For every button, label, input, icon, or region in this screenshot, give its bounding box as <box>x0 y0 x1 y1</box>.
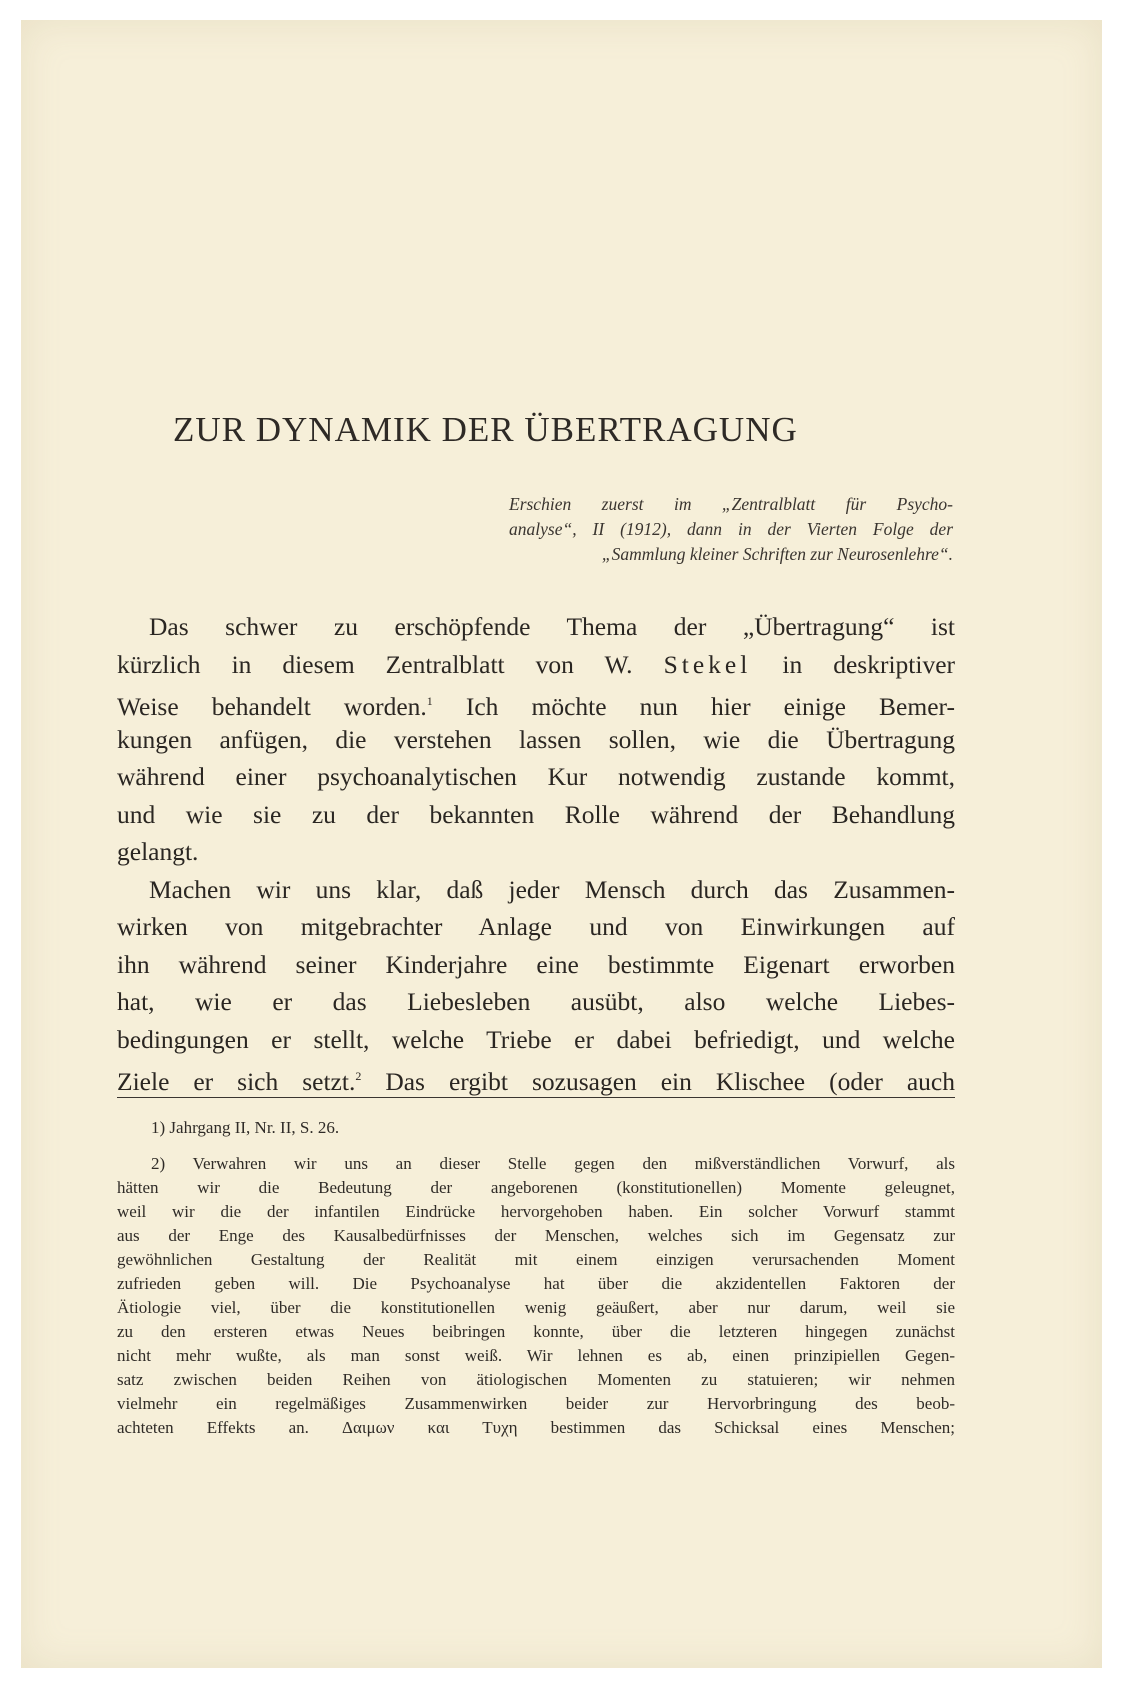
body-line-text: Das ergibt sozusagen ein Klischee (oder auch <box>361 1067 955 1096</box>
footnote-line: nicht mehr wußte, als man sonst weiß. Wir lehnen es ab, einen prinzipiellen Gegen- <box>117 1346 955 1365</box>
chapter-title: ZUR DYNAMIK DER ÜBERTRAGUNG <box>173 410 798 449</box>
footnote-line: weil wir die der infantilen Eindrücke hervorgehoben haben. Ein solcher Vorwurf stammt <box>117 1202 955 1221</box>
footnote-2 <box>117 1152 955 1440</box>
body-line: Das schwer zu erschöpfende Thema der „Übertragung“ ist <box>149 612 955 641</box>
publication-note-line: Erschien zuerst im „Zentralblatt für Psycho- <box>509 494 953 514</box>
footnote-line: achteten Effekts an. Δαιμων και Τυχη bestimmen das Schicksal eines Menschen; <box>117 1418 955 1437</box>
publication-note <box>509 492 953 567</box>
footnote-line: 2) Verwahren wir uns an dieser Stelle gegen den mißverständlichen Vorwurf, als <box>151 1154 955 1173</box>
publication-note-line: analyse“, II (1912), dann in der Vierten Folge der <box>509 519 953 539</box>
footnote-ref-2: 2 <box>355 1069 362 1083</box>
body-line <box>117 646 955 684</box>
body-line: Machen wir uns klar, daß jeder Mensch durch das Zusammen- <box>149 874 955 904</box>
author-name-stekel: Stekel <box>663 649 752 679</box>
footnote-line: aus der Enge des Kausalbedürfnisses der Menschen, welches sich im Gegensatz zur <box>117 1226 955 1245</box>
footnote-line: gewöhnlichen Gestaltung der Realität mit einem einzigen verursachenden Moment <box>117 1250 955 1269</box>
body-line: während einer psychoanalytischen Kur notwendig zustande kommt, <box>117 762 955 791</box>
footnote-ref-1: 1 <box>426 694 433 708</box>
body-line <box>117 683 955 721</box>
body-line-text: Weise behandelt worden. <box>117 692 427 721</box>
footnote-line: hätten wir die Bedeutung der angeborenen (konstitutionellen) Momente geleugnet, <box>117 1178 955 1197</box>
footnote-line: zufrieden geben will. Die Psychoanalyse hat über die akzidentellen Faktoren der <box>117 1274 955 1293</box>
body-line: bedingungen er stellt, welche Triebe er dabei befriedigt, und welche <box>117 1024 955 1054</box>
body-line: und wie sie zu der bekannten Rolle während der Behandlung <box>117 799 955 829</box>
footnote-line: satz zwischen beiden Reihen von ätiologischen Momenten zu statuieren; wir nehmen <box>117 1370 955 1389</box>
body-line: kungen anfügen, die verstehen lassen sollen, wie die Übertragung <box>117 724 955 754</box>
body-line-text: Ziele er sich setzt. <box>117 1067 356 1096</box>
body-line: hat, wie er das Liebesleben ausübt, also welche Liebes- <box>117 987 955 1016</box>
footnote-line: vielmehr ein regelmäßiges Zusammenwirken beider zur Hervorbringung des beob- <box>117 1394 955 1413</box>
body-line-text: Ich möchte nun hier einige Bemer- <box>432 692 955 721</box>
body-text <box>117 608 955 1096</box>
footnote-line: Ätiologie viel, über die konstitutionellen wenig geäußert, aber nur darum, weil sie <box>117 1298 955 1317</box>
body-line: wirken von mitgebrachter Anlage und von Einwirkungen auf <box>117 912 955 941</box>
body-line: ihn während seiner Kinderjahre eine bestimmte Eigenart erworben <box>117 949 955 979</box>
footnote-line: zu den ersteren etwas Neues beibringen konnte, über die letzteren hingegen zunächst <box>117 1322 955 1341</box>
publication-note-line: „Sammlung kleiner Schriften zur Neurosenlehre“. <box>601 544 953 564</box>
body-line-text: in deskriptiver <box>782 649 956 679</box>
footnote-1: 1) Jahrgang II, Nr. II, S. 26. <box>151 1118 340 1137</box>
footnote-divider <box>117 1097 955 1098</box>
body-line: gelangt. <box>117 837 199 866</box>
body-line <box>117 1058 955 1096</box>
book-page <box>21 20 1102 1668</box>
footnotes <box>117 1116 955 1440</box>
body-line-text: kürzlich in diesem Zentralblatt von W. <box>117 649 633 679</box>
